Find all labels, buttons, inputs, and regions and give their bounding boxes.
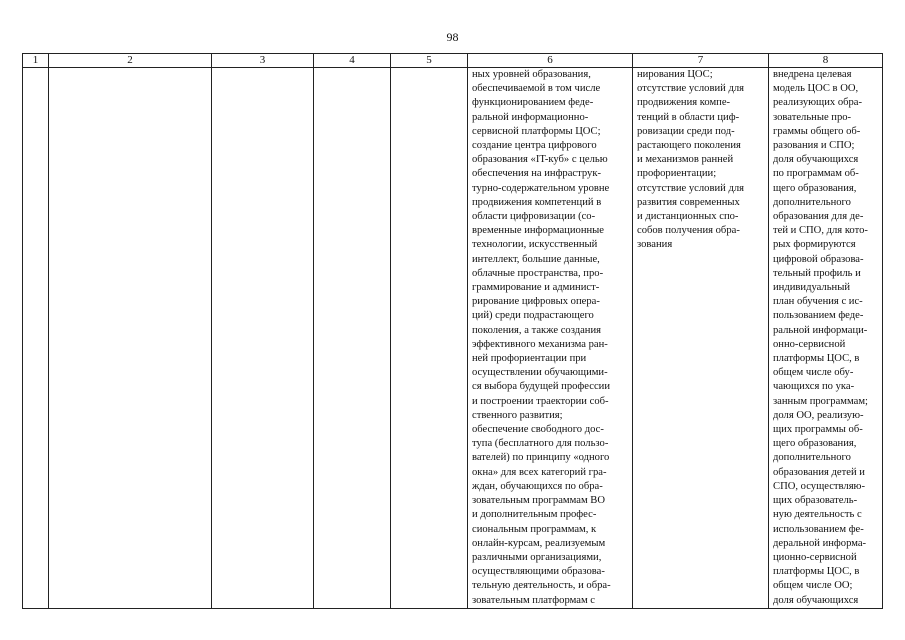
column-header-3: 3 bbox=[212, 54, 314, 68]
cell-col-5 bbox=[391, 68, 468, 609]
text-line: профориентации; bbox=[637, 168, 717, 180]
text-line: ждан, обучающихся по обра- bbox=[472, 480, 603, 492]
text-line: облачные пространства, про- bbox=[472, 267, 604, 279]
text-line: общем числе ОО; bbox=[773, 580, 853, 592]
cell-col-6-tasks bbox=[468, 68, 633, 609]
text-line: растающего поколения bbox=[637, 140, 741, 152]
text-line: окна» для всех категорий гра- bbox=[472, 466, 607, 478]
text-line: ную деятельность с bbox=[773, 509, 862, 521]
text-line: реализующих обра- bbox=[773, 97, 863, 109]
cell-col-2 bbox=[49, 68, 212, 609]
text-line: по программам об- bbox=[773, 168, 859, 180]
text-line: СПО, осуществляю- bbox=[773, 480, 866, 492]
table-row bbox=[23, 68, 883, 609]
text-line: области цифровизации (со- bbox=[472, 211, 596, 223]
text-line: ся выбора будущей профессии bbox=[472, 381, 610, 393]
text-line: обеспечение свободного дос- bbox=[472, 424, 604, 436]
cell-col-3 bbox=[212, 68, 314, 609]
text-line: деральной информа- bbox=[773, 537, 867, 549]
text-line: ций) среди подрастающего bbox=[472, 310, 594, 322]
text-line: ральной информационно- bbox=[472, 111, 589, 123]
text-line: зовательные про- bbox=[773, 111, 852, 123]
text-line: доля ОО, реализую- bbox=[773, 409, 864, 421]
text-line: осуществлении обучающими- bbox=[472, 367, 608, 379]
text-line: доля обучающихся bbox=[773, 594, 859, 606]
text-line: образования «IT-куб» с целью bbox=[472, 154, 608, 166]
text-line: щего образования, bbox=[773, 438, 857, 450]
text-line: тупа (бесплатного для пользо- bbox=[472, 438, 609, 450]
text-line: собов получения обра- bbox=[637, 225, 740, 237]
text-line: щего образования, bbox=[773, 182, 857, 194]
text-line: образования детей и bbox=[773, 466, 865, 478]
text-line: занным программам; bbox=[773, 395, 868, 407]
text-line: развития современных bbox=[637, 196, 740, 208]
text-line: вателей) по принципу «одного bbox=[472, 452, 610, 464]
text-line: онно-сервисной bbox=[773, 338, 846, 350]
text-line: и дистанционных спо- bbox=[637, 211, 739, 223]
column-header-1: 1 bbox=[23, 54, 49, 68]
text-line: дополнительного bbox=[773, 452, 851, 464]
text-line: ральной информаци- bbox=[773, 324, 868, 336]
text-line: ственного развития; bbox=[472, 409, 563, 421]
text-line: платформы ЦОС, в bbox=[773, 566, 860, 578]
cell-col-7-risks bbox=[633, 68, 769, 609]
text-line: ровизации среди под- bbox=[637, 125, 735, 137]
text-line: сервисной платформы ЦОС; bbox=[472, 125, 601, 137]
text-line: функционированием феде- bbox=[472, 97, 594, 109]
text-line: щих образователь- bbox=[773, 495, 858, 507]
text-line: нирования ЦОС; bbox=[637, 69, 713, 80]
cell-col-8-indicators bbox=[769, 68, 883, 609]
text-line: щих программы об- bbox=[773, 424, 863, 436]
text-line: технологии, искусственный bbox=[472, 239, 598, 251]
text-line: пользованием феде- bbox=[773, 310, 864, 322]
text-line: граммы общего об- bbox=[773, 125, 861, 137]
text-line: осуществляющими образова- bbox=[472, 566, 605, 578]
text-line: тей и СПО, для кото- bbox=[773, 225, 868, 237]
text-line: и построении траектории соб- bbox=[472, 395, 609, 407]
document-table bbox=[22, 53, 883, 609]
text-line: зовательным программам ВО bbox=[472, 495, 606, 507]
text-line: доля обучающихся bbox=[773, 154, 859, 166]
text-line: цифровой образова- bbox=[773, 253, 864, 265]
text-line: платформы ЦОС, в bbox=[773, 353, 860, 365]
text-line: тельную деятельность, и обра- bbox=[472, 580, 611, 592]
text-line: онлайн-курсам, реализуемым bbox=[472, 537, 606, 549]
text-line: дополнительного bbox=[773, 196, 851, 208]
text-line: временные информационные bbox=[472, 225, 604, 237]
text-line: интеллект, большие данные, bbox=[472, 253, 600, 265]
cell-col-4 bbox=[314, 68, 391, 609]
text-line: тельный профиль и bbox=[773, 267, 861, 279]
text-line: разования и СПО; bbox=[773, 140, 855, 152]
text-line: зовательным платформам с bbox=[472, 594, 595, 606]
text-line: рирование цифровых опера- bbox=[472, 296, 600, 308]
column-header-8: 8 bbox=[769, 54, 883, 68]
text-line: ционно-сервисной bbox=[773, 551, 857, 563]
column-header-2: 2 bbox=[49, 54, 212, 68]
text-line: и механизмов ранней bbox=[637, 154, 734, 166]
text-line: тенций в области циф- bbox=[637, 111, 740, 123]
text-line: индивидуальный bbox=[773, 282, 850, 294]
text-line: различными организациями, bbox=[472, 551, 602, 563]
text-line: чающихся по ука- bbox=[773, 381, 855, 393]
text-line: обеспечиваемой в том числе bbox=[472, 83, 601, 95]
cell-col-1 bbox=[23, 68, 49, 609]
text-line: поколения, а также создания bbox=[472, 324, 602, 336]
column-header-7: 7 bbox=[633, 54, 769, 68]
text-line: отсутствие условий для bbox=[637, 83, 745, 95]
text-line: план обучения с ис- bbox=[773, 296, 863, 308]
table-header-row bbox=[23, 54, 883, 68]
text-line: продвижения компе- bbox=[637, 97, 731, 109]
text-line: рых формируются bbox=[773, 239, 856, 251]
column-header-6: 6 bbox=[468, 54, 633, 68]
text-line: продвижения компетенций в bbox=[472, 196, 602, 208]
text-line: образования для де- bbox=[773, 211, 864, 223]
text-line: модель ЦОС в ОО, bbox=[773, 83, 859, 95]
text-line: обеспечения на инфраструк- bbox=[472, 168, 602, 180]
text-line: общем числе обу- bbox=[773, 367, 854, 379]
column-header-4: 4 bbox=[314, 54, 391, 68]
page-number: 98 bbox=[446, 30, 459, 44]
text-line: граммирование и админист- bbox=[472, 282, 600, 294]
text-line: отсутствие условий для bbox=[637, 182, 745, 194]
text-line: внедрена целевая bbox=[773, 69, 852, 80]
column-header-5: 5 bbox=[391, 54, 468, 68]
text-line: ных уровней образования, bbox=[472, 69, 591, 80]
text-line: ней профориентации при bbox=[472, 353, 587, 365]
text-line: эффективного механизма ран- bbox=[472, 338, 608, 350]
text-line: зования bbox=[637, 239, 673, 251]
text-line: турно-содержательном уровне bbox=[472, 182, 610, 194]
text-line: и дополнительным профес- bbox=[472, 509, 597, 521]
text-line: сиональным программам, к bbox=[472, 523, 597, 535]
text-line: создание центра цифрового bbox=[472, 140, 597, 152]
text-line: использованием фе- bbox=[773, 523, 864, 535]
